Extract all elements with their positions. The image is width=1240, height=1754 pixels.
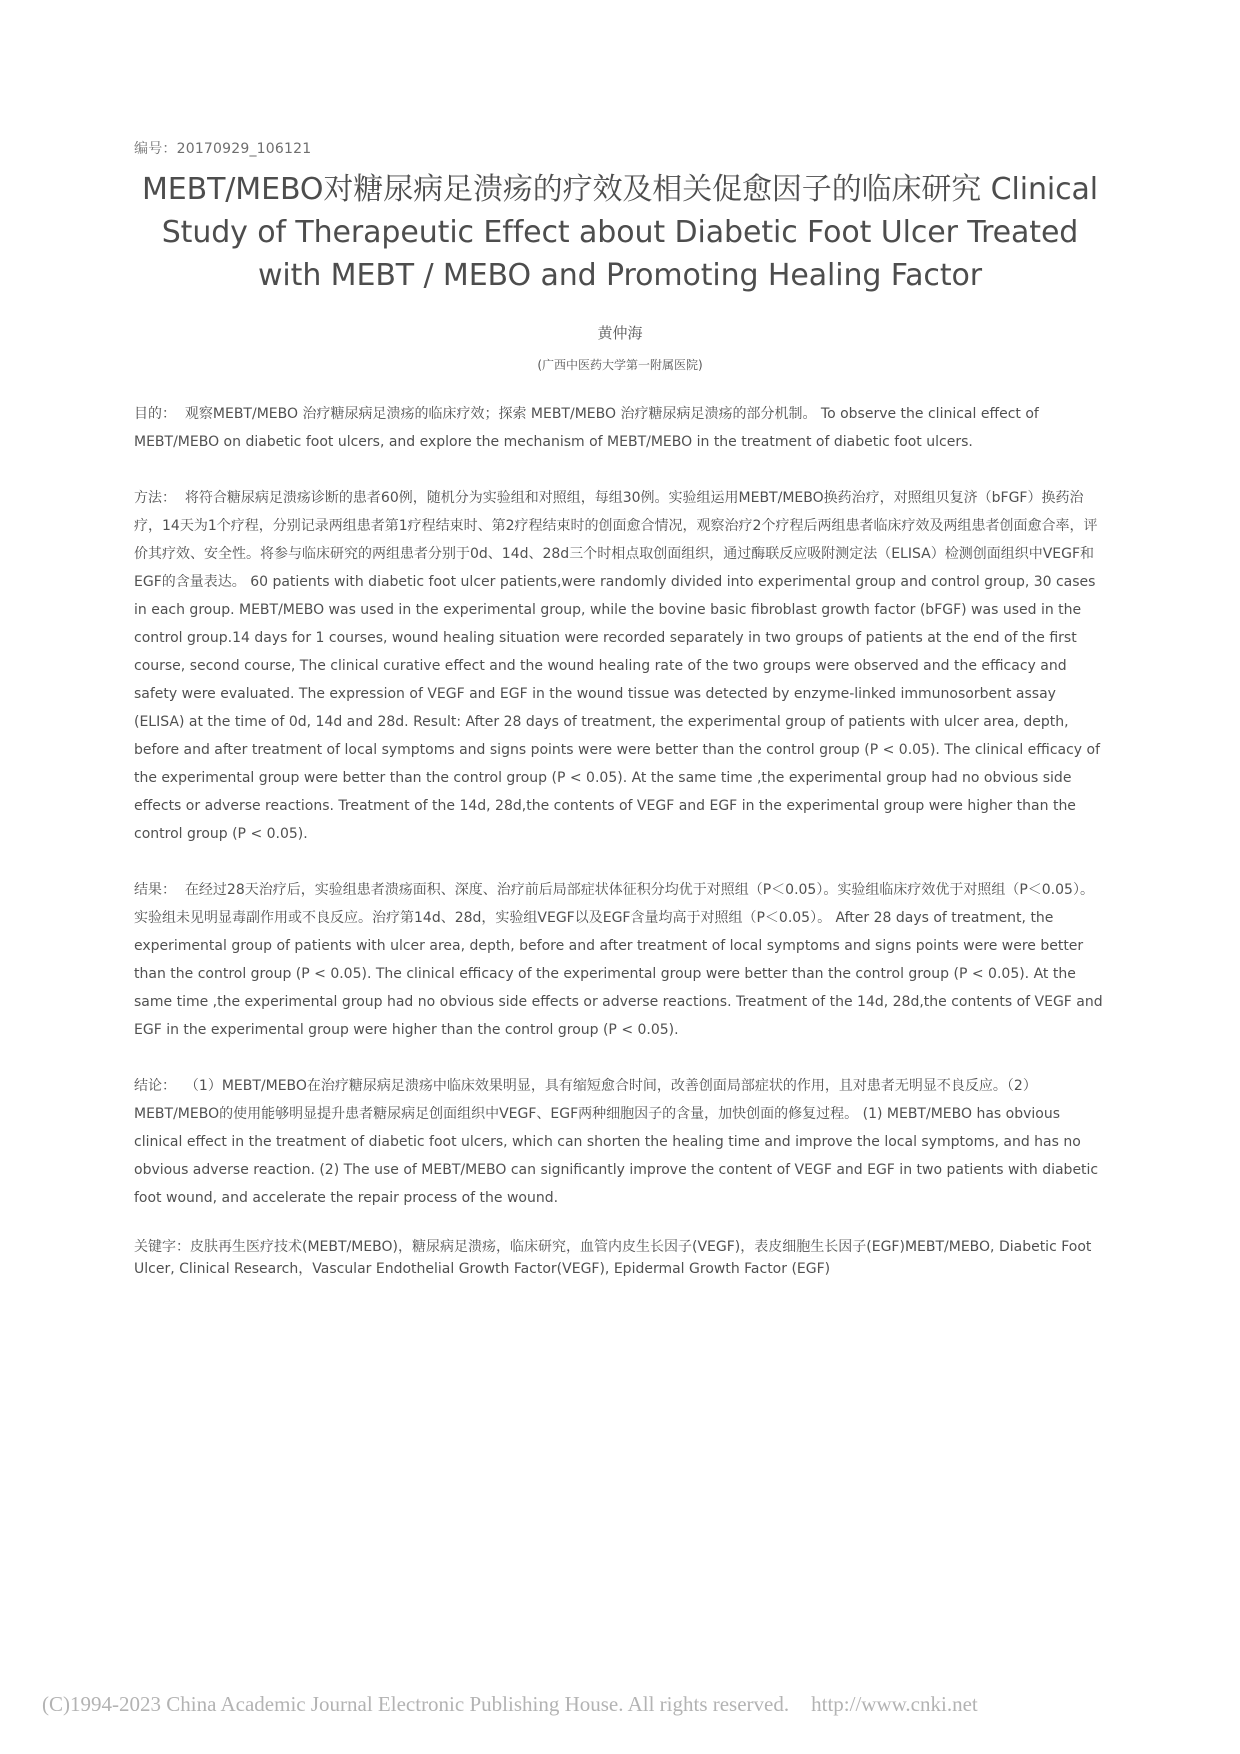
objective-label: 目的： bbox=[134, 406, 176, 422]
abstract-conclusion bbox=[134, 1072, 1106, 1212]
keywords bbox=[134, 1236, 1106, 1280]
results-text: 在经过28天治疗后，实验组患者溃疡面积、深度、治疗前后局部症状体征积分均优于对照组（P＜0.05）。实验组临床疗效优于对照组（P＜0.05）。实验组未见明显毒副作用或不良反应。治疗第14d、28d，实验组VEGF以及EGF含量均高于对照组（P＜0.05）。 After 28 days of treatment, the experimental group of patients with ulcer area, depth, before and after treatment of local symptoms and signs points were were better than the control group (P < 0.05). The clinical efficacy of the experimental group were better than the control group (P < 0.05). At the same time ,the experimental group had no obvious side effects or adverse reactions. Treatment of the 14d, 28d,the contents of VEGF and EGF in the experimental group were higher than the control group (P < 0.05). bbox=[134, 882, 1103, 1038]
conclusion-text: （1）MEBT/MEBO在治疗糖尿病足溃疡中临床效果明显，具有缩短愈合时间，改善创面局部症状的作用，且对患者无明显不良反应。（2）MEBT/MEBO的使用能够明显提升患者糖尿病足创面组织中VEGF、EGF两种细胞因子的含量，加快创面的修复过程。 (1) MEBT/MEBO has obvious clinical effect in the treatment of diabetic foot ulcers, which can shorten the healing time and improve the local symptoms, and has no obvious adverse reaction. (2) The use of MEBT/MEBO can significantly improve the content of VEGF and EGF in two patients with diabetic foot wound, and accelerate the repair process of the wound. bbox=[134, 1078, 1099, 1206]
footer-url: http://www.cnki.net bbox=[811, 1692, 978, 1716]
objective-text: 观察MEBT/MEBO 治疗糖尿病足溃疡的临床疗效；探索 MEBT/MEBO 治疗糖尿病足溃疡的部分机制。 To observe the clinical effect of MEBT/MEBO on diabetic foot ulcers, and explore the mechanism of MEBT/MEBO in the treatment of diabetic foot ulcers. bbox=[134, 406, 1039, 450]
abstract-results bbox=[134, 876, 1106, 1044]
author-affiliation: (广西中医药大学第一附属医院) bbox=[537, 358, 703, 372]
author-name: 黄仲海 bbox=[597, 324, 643, 342]
copyright-footer bbox=[42, 1692, 1202, 1717]
methods-text: 将符合糖尿病足溃疡诊断的患者60例，随机分为实验组和对照组，每组30例。实验组运用MEBT/MEBO换药治疗，对照组贝复济（bFGF）换药治疗，14天为1个疗程，分别记录两组患者第1疗程结束时、第2疗程结束时的创面愈合情况，观察治疗2个疗程后两组患者临床疗效及两组患者创面愈合率，评价其疗效、安全性。将参与临床研究的两组患者分别于0d、14d、28d三个时相点取创面组织，通过酶联反应吸附测定法（ELISA）检测创面组织中VEGF和EGF的含量表达。 60 patients with diabetic foot ulcer patients,were randomly divided into experimental group and control group, 30 cases in each group. MEBT/MEBO was used in the experimental group, while the bovine basic fibroblast growth factor (bFGF) was used in the control group.14 days for 1 courses, wound healing situation were recorded separately in two groups of patients at the end of the first course, second course, The clinical curative effect and the wound healing rate of the two groups were observed and the efficacy and safety were evaluated. The expression of VEGF and EGF in the wound tissue was detected by enzyme-linked immunosorbent assay (ELISA) at the time of 0d, 14d and 28d. Result: After 28 days of treatment, the experimental group of patients with ulcer area, depth, before and after treatment of local symptoms and signs points were were better than the control group (P < 0.05). The clinical efficacy of the experimental group were better than the control group (P < 0.05). At the same time ,the experimental group had no obvious side effects or adverse reactions. Treatment of the 14d, 28d,the contents of VEGF and EGF in the experimental group were higher than the control group (P < 0.05). bbox=[134, 490, 1101, 842]
abstract-objective bbox=[134, 400, 1106, 456]
serial-number: 编号：20170929_106121 bbox=[134, 141, 312, 157]
abstract-methods bbox=[134, 484, 1106, 848]
paper-title: MEBT/MEBO对糖尿病足溃疡的疗效及相关促愈因子的临床研究 Clinical Study of Therapeutic Effect about Diabetic Foot Ulcer Treated with MEBT / MEBO and Promoting Healing Factor bbox=[141, 172, 1099, 293]
copyright-text: (C)1994-2023 China Academic Journal Electronic Publishing House. All rights reserved. bbox=[42, 1692, 790, 1716]
conclusion-label: 结论： bbox=[134, 1078, 176, 1094]
keywords-text: 皮肤再生医疗技术(MEBT/MEBO)，糖尿病足溃疡，临床研究，血管内皮生长因子(VEGF)，表皮细胞生长因子(EGF)MEBT/MEBO, Diabetic Foot Ulcer, Clinical Research，Vascular Endothelial Growth Factor(VEGF), Epidermal Growth Factor (EGF) bbox=[134, 1239, 1092, 1277]
results-label: 结果： bbox=[134, 882, 176, 898]
keywords-label: 关键字： bbox=[134, 1239, 190, 1255]
methods-label: 方法： bbox=[134, 490, 176, 506]
